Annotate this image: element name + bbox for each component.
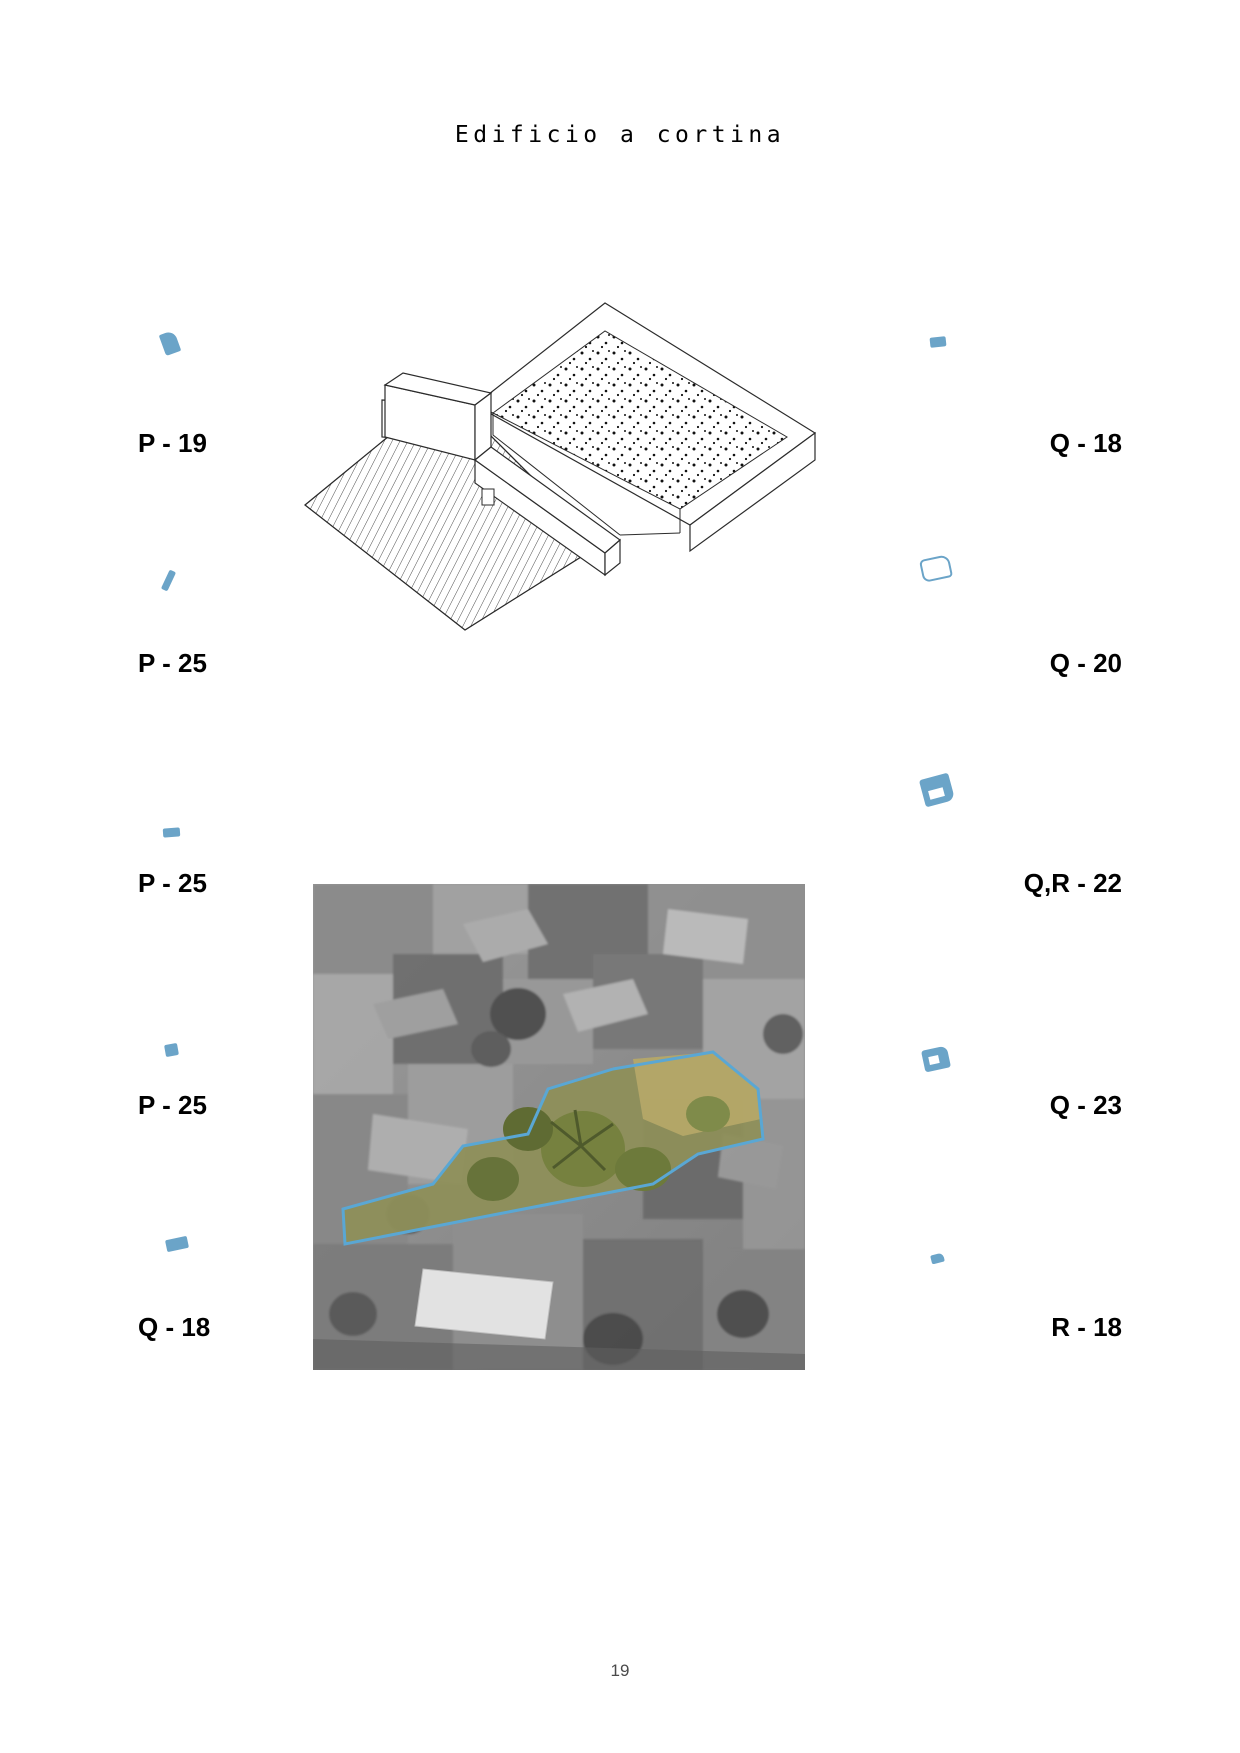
marker-icon-left-3 xyxy=(163,827,181,837)
aerial-photo-site-plan xyxy=(313,884,805,1370)
marker-icon-left-4 xyxy=(164,1043,179,1057)
label-left-3: P - 25 xyxy=(138,868,207,898)
marker-icon-left-5 xyxy=(165,1236,189,1252)
label-right-5: R - 18 xyxy=(1051,1312,1122,1342)
marker-icon-left-1 xyxy=(159,330,182,356)
label-left-4: P - 25 xyxy=(138,1090,207,1120)
label-right-2: Q - 20 xyxy=(1049,648,1122,678)
label-left-5: Q - 18 xyxy=(138,1312,211,1342)
label-left-1: P - 19 xyxy=(138,428,207,458)
marker-icon-left-2 xyxy=(161,570,176,592)
axonometric-building-drawing xyxy=(275,285,855,645)
marker-icon-right-2 xyxy=(919,554,953,583)
label-right-4: Q - 23 xyxy=(1049,1090,1122,1120)
label-right-1: Q - 18 xyxy=(1049,428,1122,458)
page-title: Edificio a cortina xyxy=(454,122,786,148)
label-left-2: P - 25 xyxy=(138,648,207,678)
marker-icon-right-5 xyxy=(930,1253,945,1265)
marker-icon-right-1 xyxy=(930,336,947,348)
label-right-3: Q,R - 22 xyxy=(1023,868,1122,898)
page-number: 19 xyxy=(610,1661,630,1680)
